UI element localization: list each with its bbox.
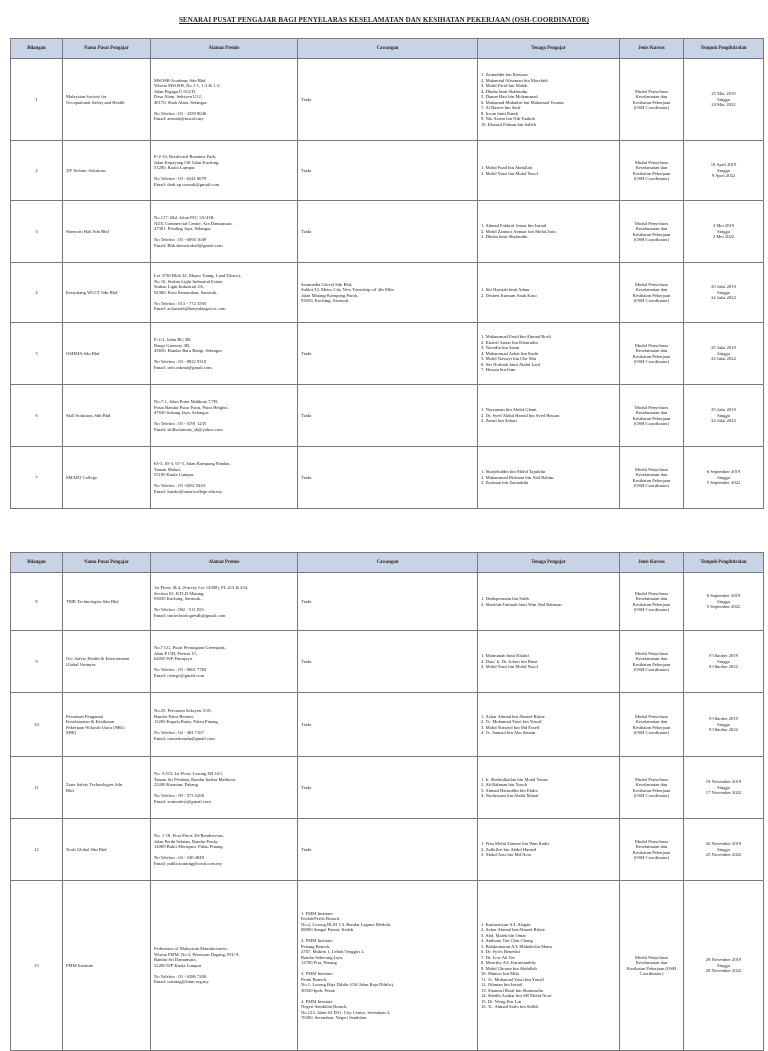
table-row: [11, 141, 764, 201]
table-row: [11, 757, 764, 819]
osh-training-centre-table-page-1: [10, 38, 764, 509]
cell-jenis-kursus: Modul Penyelaras Keselamatan dan Kesihatan Pekerjaan (OSH Coordinator): [620, 141, 684, 201]
osh-training-centre-table-page-2: [10, 552, 764, 1051]
cell-tempoh-pengiktirafan: 26 November 2019 Singga 25 November 2022: [684, 819, 764, 881]
cell-tenaga-pengajar: 1. Zainuddin bin Kiensan 2. Muhamad Aliseman bin Morshidi 3. Mohd Farid bin Mahdi 4. Dhuha binti Shahrudin 5. Danun Hari bin Mohammad 6. Muhamad Muhathir bin Muhamad Younus 7. Al Rasree bin Sarif 8. Irwan binti Randi 9. Nik Azrim bin Nik Yaakob 10. Khairul Fahzan bin Salleh: [478, 59, 620, 141]
cell-nama-pusat: Nosh Global Sdn Bhd: [63, 819, 151, 881]
cell-alamat-premis: MSOSH Academy Sdn Bhd Wisma MSOSH, No.1-1, 1-2 & 1-3, Jalan Pegaga U 012/D, Desa Alam, Seksyen U12, 40170, Shah Alam, Selangor. No Telefon : 03 - 3359 8046 Email: anwadi@msosh.my: [151, 59, 298, 141]
cell-jenis-kursus: Modul Penyelaras Keselamatan dan Kesihatan Pekerjaan (OSH Coordinator): [620, 447, 684, 509]
cell-cawangan: Tiada: [298, 59, 478, 141]
cell-jenis-kursus: Modul Penyelaras Keselamatan dan Kesihatan Pekerjaan (OSH Coordinator): [620, 59, 684, 141]
cell-tempoh-pengiktirafan: 25 Julai 2019 Singga 24 Julai 2022: [684, 323, 764, 385]
col-header-cawangan: Cawangan: [298, 39, 478, 59]
cell-nama-pusat: Malaysian Society for Occupational Safety and Health: [63, 59, 151, 141]
col-header-bilangan: Bilangan: [11, 553, 63, 573]
cell-alamat-premis: Lot 3730 Blok 24, Muara Tuang, Land District, No.16, Stakan Light Industrial Estate, Stakan Light Industrial 2A, 94300, Kota Samarahan, Sarawak. No Telefon : 013 - 772 3593 Email: achastrab@kenyalangwcct.com: [151, 263, 298, 323]
cell-nama-pusat: XP Technic Solutions: [63, 141, 151, 201]
cell-tempoh-pengiktirafan: 10 April 2019 Singga 9 April 2022: [684, 141, 764, 201]
cell-bilangan: 2: [11, 141, 63, 201]
cell-bilangan: 1: [11, 59, 63, 141]
cell-cawangan: Tiada: [298, 693, 478, 757]
cell-tempoh-pengiktirafan: 3 Mei 2019 Singga 2 Mei 2022: [684, 201, 764, 263]
table-row: [11, 447, 764, 509]
cell-tenaga-pengajar: 1. Shariffuddin bin Mohd Tajuddin 2. Muhammad Ridzuan bin Abd Rahim. 3. Zartman bin Zainuddin: [478, 447, 620, 509]
cell-nama-pusat: FMM Institute: [63, 881, 151, 1051]
cell-cawangan: Tiada: [298, 201, 478, 263]
col-header-nama: Nama Pusat Pengajar: [63, 553, 151, 573]
cell-alamat-premis: No.7 LG, Pusat Perniagaan Greenpark, Jalan P15H, Presint 15, 62050 WP Putrajaya. No Telefon : 03 - 8861 7784 Email: oshegv@gmail.com: [151, 631, 298, 693]
cell-cawangan: Tiada: [298, 819, 478, 881]
cell-nama-pusat: OSHMA Sdn Bhd: [63, 323, 151, 385]
cell-tenaga-pengajar: 1. Wan Mohd Zamree bin Wan Kadir 2. Zulkiflee bin Abdul Hamed 3. Abdul Aziz bin Md.Noor: [478, 819, 620, 881]
cell-bilangan: 8: [11, 573, 63, 631]
col-header-tempoh: Tempoh Pengiktirafan: [684, 553, 764, 573]
cell-tenaga-pengajar: 1. Maimunah binti Khalid 2. Dato' Ir. Dr. Johari bin Basri 3. Mohd Yusri bin Mohd Yusof: [478, 631, 620, 693]
cell-alamat-premis: 63-3, 65-3, 67-3, Jalan Kampung Pandan, Taman Maluri, 55100 Kuala Lumpur. No Telefon : 03 -9202 9443 Email: kmake@smartcollege.edu.my: [151, 447, 298, 509]
cell-tempoh-pengiktirafan: 25 Julai 2019 Singga 24 Julai 2022: [684, 385, 764, 447]
cell-tempoh-pengiktirafan: 6 September 2019 Singga 5 September 2022: [684, 447, 764, 509]
cell-jenis-kursus: Modul Penyelaras Keselamatan dan Kesihatan Pekerjaan (OSH Coordinator): [620, 573, 684, 631]
header-row: [11, 553, 764, 573]
cell-bilangan: 6: [11, 385, 63, 447]
cell-nama-pusat: Shenviro Hall Sdn Bhd: [63, 201, 151, 263]
cell-jenis-kursus: Modul Penyelaras Keselamatan dan Kesihatan Pekerjaan (OSH Coordinator): [620, 757, 684, 819]
cell-cawangan: Tiada: [298, 631, 478, 693]
cell-tenaga-pengajar: 1. Mohd Fuad bin Abdullah 2. Mohd Yusri bin Mohd Yusof: [478, 141, 620, 201]
cell-tenaga-pengajar: 1. Kumaraiyan A/L Alagan 2. Azhar Ahmad bin Ahmed Rifaie 3. Abd. Malek bin Omar 4. Anthony Tan Chin Chung 5. Balakumaran A/L Muhalechu Manu 6. Dr. Sylvs Benedict 7. Dr. Low Ah Tee 8. Moorthy A/L Karunianibhy 9. Mohd Ghouse bin Abdullah 10. Mansor bin Miki 11. Tc. Mohamad Yusri bin Yusoff 12. Othman bin Ismail 13. Shamsul Rizal bin Shamsudin 14. Sheikh Azahar bin SH Mohd Noor 15. Dr. Wong Kar Lin 16. Tc. Ahmad Saifo bin Salleh: [478, 881, 620, 1051]
cell-jenis-kursus: Modul Penyelaras Keselamatan dan Kesihatan Pekerjaan (OSH Coordinator): [620, 881, 684, 1051]
cell-jenis-kursus: Modul Penyelaras Keselamatan dan Kesihatan Pekerjaan (OSH Coordinator): [620, 819, 684, 881]
col-header-jenis: Jenis Kursus: [620, 39, 684, 59]
cell-nama-pusat: Kenyalang WCCT Sdn Bhd: [63, 263, 151, 323]
col-header-jenis: Jenis Kursus: [620, 553, 684, 573]
cell-tenaga-pengajar: 1. Dealspermain bin Saleh 2. Sharifah Fatimah binti Wan Abd Rahman: [478, 573, 620, 631]
cell-jenis-kursus: Modul Penyelaras Keselamatan dan Kesihatan Pekerjaan (OSH Coordinator): [620, 385, 684, 447]
cell-bilangan: 11: [11, 757, 63, 819]
cell-cawangan: Tiada: [298, 323, 478, 385]
cell-alamat-premis: E-2-10, Boulevard Business Park, Jalan Kepayang Off Jalan Kuching, 51200, Kuala Lumpur. No Telefon : 03 - 6241 0679 Email: tbah.xp.consult@gmail.com: [151, 141, 298, 201]
table-row: [11, 385, 764, 447]
table-row: [11, 201, 764, 263]
cell-cawangan: 1. FMM Institute Kedah/Perlis Branch, No.2, Lorong BLM 1/4, Bandar Laguna Merbok, 08000 Sungai Petani, Kedah 2. FMM Institute Penang Branch, 2767, Mukim 1, Lebuh Tenggiri 2, Bandar Seberang Jaya, 13700 Prai, Penang 3. FMM Institute Perak Branch, No.1, Lorong Raja Dihilir (Off Jalan Raja Dihilir), 30350 Ipoh, Perak 4. FMM Institute Negeri Sembilan Branch, No.123, Jalan S2 D31, City Centre, Seremban 2, 70300, Seremban, Negeri Sembilan: [298, 881, 478, 1051]
table-row: [11, 323, 764, 385]
cell-tempoh-pengiktirafan: 25 Julai 2019 Singga 24 Julai 2022: [684, 263, 764, 323]
col-header-bilangan: Bilangan: [11, 39, 63, 59]
cell-tenaga-pengajar: 1. Norzaman bin Abdul Ghani 2. Dr. Syed Abdul Hamid bin Syed Hassan 3. Zamri bin Sahari: [478, 385, 620, 447]
col-header-alamat: Alamat Premis: [151, 553, 298, 573]
cell-jenis-kursus: Modul Penyelaras Keselamatan dan Kesihatan Pekerjaan (OSH Coordinator): [620, 201, 684, 263]
cell-nama-pusat: SMART College: [63, 447, 151, 509]
cell-tenaga-pengajar: 1. Azhar Ahmad bin Ahmed Rifaie 2. Tc. Mohamad Yusri bin Yusoff 3. Mohd Yusrayd bin Md Esseff 4. Tc. Samsul bin Abu Seman: [478, 693, 620, 757]
table-row: [11, 819, 764, 881]
cell-bilangan: 5: [11, 323, 63, 385]
cell-bilangan: 13: [11, 881, 63, 1051]
cell-cawangan: Tiada: [298, 573, 478, 631]
col-header-tempoh: Tempoh Pengiktirafan: [684, 39, 764, 59]
col-header-tenaga: Tenaga Pengajar: [478, 553, 620, 573]
cell-tenaga-pengajar: 1. Muhammad Farid bin Ahmad Rosli 2. Khairil Anuar bin Khairudin 3. Noordin bin Saian 4. Muhammad Azhar bin Kadir 5. Mohd Nawayi bin Che Mat 6. Siti Norhaiti binti Abdul Latif 7. Hassan bin Itam: [478, 323, 620, 385]
cell-bilangan: 10: [11, 693, 63, 757]
cell-jenis-kursus: Modul Penyelaras Keselamatan dan Kesihatan Pekerjaan (OSH Coordinator): [620, 263, 684, 323]
cell-nama-pusat: TMR Technologies Sdn Bhd: [63, 573, 151, 631]
table-row: [11, 59, 764, 141]
cell-alamat-premis: Federation of Malaysian Manufacturers, Wisma FMM, No.3, Persiaran Dagang, PJU 9, Bandar Sri Damansara, 52200 WP Kuala Lumpur No Telefon : 03 - 6286 7200 Email: training@fmm.org.my: [151, 881, 298, 1051]
cell-tempoh-pengiktirafan: 6 September 2019 Singga 5 September 2022: [684, 573, 764, 631]
cell-tempoh-pengiktirafan: 29 November 2019 Singga 28 November 2022: [684, 881, 764, 1051]
col-header-nama: Nama Pusat Pengajar: [63, 39, 151, 59]
table-row: [11, 631, 764, 693]
cell-alamat-premis: No. 1-18, First Floor, De'Rendezvous, Jalan Perda Selatan, Bandar Perda, 14000 Bukit Mertajam, Pulau Pinang. No Telefon : 04 - 540 4849 Email: publictraining@nosh.com.my: [151, 819, 298, 881]
cell-cawangan: Tiada: [298, 385, 478, 447]
cell-jenis-kursus: Modul Penyelaras Keselamatan dan Kesihatan Pekerjaan (OSH Coordinator): [620, 693, 684, 757]
cell-alamat-premis: No.7-1, Jalan Putra Mahkota 7/7B, Pusat Bandar Putra Point, Putra Heights, 47650 Subang Jaya, Selangor. No Telefon : 03 - 5191 1235 Email: skillsolutions_sb@yahoo.com: [151, 385, 298, 447]
table-row: [11, 881, 764, 1051]
header-row: [11, 39, 764, 59]
cell-bilangan: 9: [11, 631, 63, 693]
cell-tempoh-pengiktirafan: 18 November 2019 Singga 17 November 2022: [684, 757, 764, 819]
cell-tempoh-pengiktirafan: 9 Oktober 2019 Singga 8 Oktober 2022: [684, 631, 764, 693]
cell-tenaga-pengajar: 1. Siti Hazirah binti Adam 2. Deshen Kumam Anak Kaso: [478, 263, 620, 323]
cell-jenis-kursus: Modul Penyelaras Keselamatan dan Kesihatan Pekerjaan (OSH Coordinator): [620, 323, 684, 385]
cell-bilangan: 3: [11, 201, 63, 263]
table-row: [11, 693, 764, 757]
col-header-alamat: Alamat Premis: [151, 39, 298, 59]
table-row: [11, 263, 764, 323]
cell-nama-pusat: Occ Safety Health & Environment Global Ventures: [63, 631, 151, 693]
cell-nama-pusat: Zone Safety Technologies Sdn Bhd: [63, 757, 151, 819]
cell-cawangan: Tiada: [298, 141, 478, 201]
cell-cawangan: Tiada: [298, 757, 478, 819]
cell-alamat-premis: 1st Floor, SL4, (Survey Lot 14388), PL 413 & 434, Section 65, KTLD Matang, 93050 Kuching, Sarawak. No Telefon : 082 - 511 053 Email: tmrtechnologiesdb@gmail.com: [151, 573, 298, 631]
cell-bilangan: 4: [11, 263, 63, 323]
page-title: SENARAI PUSAT PENGAJAR BAGI PENYELARAS KESELAMATAN DAN KESIHATAN PEKERJAAN (OSH-COORDINATOR): [178, 16, 590, 24]
cell-alamat-premis: No. A153, 1st Floor, Lorong IM 16/1, Taman Sri Perdana, Bandar Indera Mahkota, 25200 Kuantan, Pahang No Telefon : 09 - 573 5268 Email: zonesafety@gmail.com: [151, 757, 298, 819]
cell-bilangan: 12: [11, 819, 63, 881]
cell-tempoh-pengiktirafan: 25 Mac 2019 Singga 24 Mac 2022: [684, 59, 764, 141]
col-header-cawangan: Cawangan: [298, 553, 478, 573]
cell-tempoh-pengiktirafan: 9 Oktober 2019 Singga 8 Oktober 2022: [684, 693, 764, 757]
cell-jenis-kursus: Modul Penyelaras Keselamatan dan Kesihatan Pekerjaan (OSH Coordinator): [620, 631, 684, 693]
cell-tenaga-pengajar: 1. Ir. Shahrulhalian bin Mohd Yunus 2. Ab Rahman bin Yusoh 3. Ahmad Hairuddin bin Ebdot 4. Norhisyam bin Abdul Manaf: [478, 757, 620, 819]
cell-tenaga-pengajar: 1. Ahmad Fakhrul Anuar bin Ismail 2. Mohd Zainuor Annuar bin Mohd Zain 3. Dhuha binti Shahrudin: [478, 201, 620, 263]
cell-bilangan: 7: [11, 447, 63, 509]
cell-cawangan: Saramedia Glovel Sdn Bhd, Sublot 53, Metro City New Township off 4th Mile, Jalan Matang-Kampung Paroh, 93050, Kuching, Sarawak: [298, 263, 478, 323]
cell-cawangan: Tiada: [298, 447, 478, 509]
cell-nama-pusat: Skill Solutions Sdn Bhd: [63, 385, 151, 447]
col-header-tenaga: Tenaga Pengajar: [478, 39, 620, 59]
cell-alamat-premis: No.25, Persiaran Seksyen 3/18, Bandar Putra Bertam, 13200 Kepala Batas, Pulau Pinang. No Telefon : 04 - 484 7107 Email: nussetirasalu@gmail.com: [151, 693, 298, 757]
cell-alamat-premis: No.117-1&2, Jalan PJU 1A/41B, NZX Commercial Centre, Ara Damansara, 47301, Petaling Jaya, Selangor. No Telefon : 03 - 6094 1049 Email: Rhh.shenviroball@gmail.com: [151, 201, 298, 263]
table-row: [11, 573, 764, 631]
cell-nama-pusat: Persatuan Pengamal Keselamatan & Kesihatan Pekerjaan Wilayah Utara (NRG- SHE): [63, 693, 151, 757]
cell-alamat-premis: E-2-2, Jalan BG 3B, Bangi Gateway 3B, 43650, Bandar Baru Bangi, Selangor. No Telefon : 03 - 8922 9310 Email: info.oshma@gmail.com: [151, 323, 298, 385]
